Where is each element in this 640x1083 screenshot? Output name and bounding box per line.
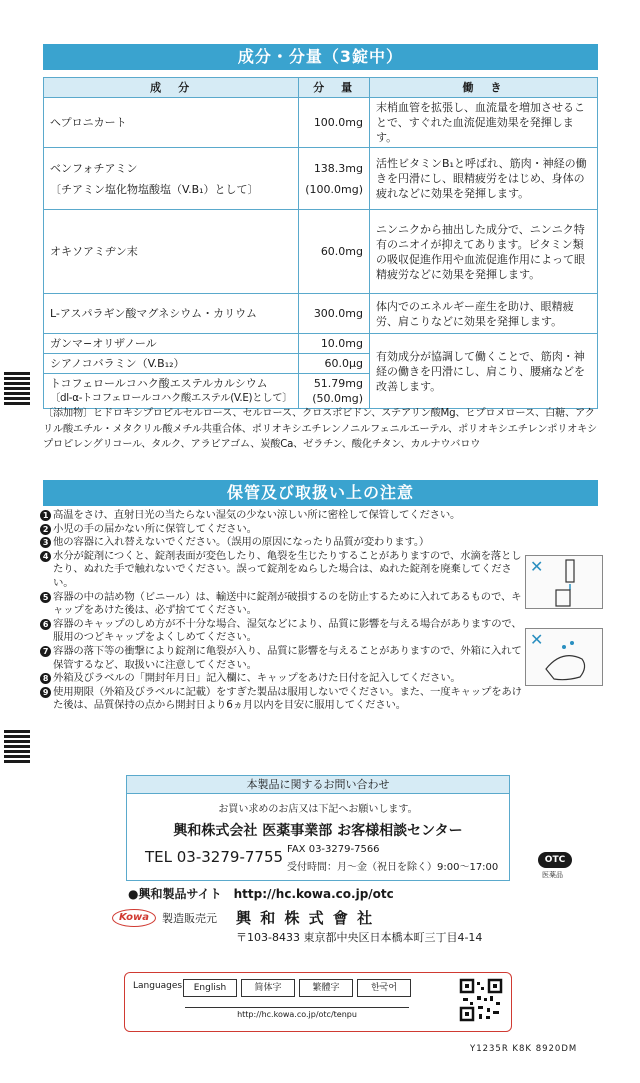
ingredient-effect: ニンニクから抽出した成分で、ニンニク特有のニオイが抑えてあります。ビタミン類の吸収促進作用や血流促進作用によって眼精疲労などに効果を発揮します。 [370, 210, 598, 294]
list-item [40, 618, 530, 645]
ingredient-name: シアノコバラミン（V.B₁₂） [44, 354, 299, 374]
item-number: 4 [40, 551, 51, 562]
list-item [40, 550, 530, 591]
ingredient-effect: 体内でのエネルギー産生を助け、眼精疲労、肩こりなどに効果を発揮します。 [370, 294, 598, 334]
ingredient-name: ベンフォチアミン [50, 161, 138, 175]
language-option-traditional-chinese[interactable]: 繁體字 [299, 979, 353, 997]
contact-header: 本製品に関するお問い合わせ [127, 776, 509, 794]
language-option-simplified-chinese[interactable]: 简体字 [241, 979, 295, 997]
ingredient-name-note: 〔dl-α-トコフェロールコハク酸エステル(V.E)として〕 [50, 392, 293, 404]
list-item [40, 523, 530, 537]
ingredient-amount: 138.3mg [313, 161, 364, 175]
ingredients-table [43, 77, 598, 409]
table-row [44, 210, 598, 294]
cross-icon: ✕ [530, 557, 544, 576]
col-header-effect: 働 き [370, 78, 598, 98]
table-row [44, 294, 598, 334]
group-effect: 有効成分が協調して働くことで、筋肉・神経の働きを円滑にし、肩こり、腰痛などを改善します。 [370, 334, 598, 409]
item-number: 9 [40, 687, 51, 698]
barcode-mark [4, 730, 30, 765]
wet-tablet-warning-illustration [525, 555, 603, 609]
table-row [44, 334, 598, 354]
col-header-ingredient: 成 分 [44, 78, 299, 98]
item-text: 容器のキャップのしめ方が不十分な場合、湿気などにより、品質に影響を与える場合がありますので、服用のつどキャップをよくしめてください。 [53, 617, 522, 644]
item-text: 使用期限（外箱及びラベルに記載）をすぎた製品は服用しないでください。また、一度キャップをあけた後は、品質保持の点から開封日より6ヵ月以内を目安に服用してください。 [53, 685, 522, 712]
list-item [40, 645, 530, 672]
item-text: 容器の中の詰め物（ビニール）は、輸送中に錠剤が破損するのを防止するために入れてあるもので、キャップをあけた後は、必ず捨ててください。 [53, 590, 522, 617]
item-number: 7 [40, 646, 51, 657]
languages-label: Languages [133, 981, 183, 991]
ingredient-name: オキソアミヂン末 [50, 245, 138, 258]
item-number: 3 [40, 537, 51, 548]
col-header-amount: 分 量 [299, 78, 370, 98]
item-number: 1 [40, 510, 51, 521]
ingredient-amount: 300.0mg [313, 307, 364, 320]
maker-name: 興 和 株 式 會 社 [236, 909, 375, 927]
item-number: 2 [40, 524, 51, 535]
ingredient-name: ヘプロニカート [50, 116, 127, 129]
maker-role: 製造販売元 [162, 912, 217, 925]
hand-icon [526, 629, 602, 685]
ingredient-amount: 10.0mg [299, 334, 370, 354]
ingredient-effect: 活性ビタミンB₁と呼ばれ、筋肉・神経の働きを円滑にし、眼精疲労をはじめ、身体の疲れなどに効果を発揮します。 [370, 148, 598, 210]
contact-box [126, 775, 510, 881]
ingredient-amount: 100.0mg [313, 116, 364, 129]
maker-address: 〒103-8433 東京都中央区日本橋本町三丁目4-14 [236, 931, 483, 944]
ingredient-name: L-アスパラギン酸マグネシウム・カリウム [50, 307, 258, 320]
list-item [40, 509, 530, 523]
ingredient-amount: 51.79mg [313, 377, 364, 390]
item-text: 水分が錠剤につくと、錠剤表面が変色したり、亀裂を生じたりすることがありますので、水滴を落としたり、ぬれた手で触れないでください。誤って錠剤をぬらした場合は、ぬれた錠剤を廃棄してください。 [53, 549, 522, 589]
faucet-icon [526, 556, 602, 608]
ingredient-amount: 60.0μg [299, 354, 370, 374]
list-item [40, 591, 530, 618]
ingredient-name: トコフェロールコハク酸エステルカルシウム [50, 377, 268, 390]
qr-code-icon[interactable] [459, 978, 503, 1022]
contact-company: 興和株式会社 医薬事業部 お客様相談センター [173, 823, 463, 839]
list-item [40, 672, 530, 686]
ingredient-name: ガンマ−オリザノール [44, 334, 299, 354]
item-text: 小児の手の届かない所に保管してください。 [53, 522, 257, 535]
item-number: 5 [40, 592, 51, 603]
cross-icon: ✕ [530, 630, 544, 649]
otc-badge [534, 852, 578, 882]
language-option-korean[interactable]: 한국어 [357, 979, 411, 997]
contact-fax: FAX 03-3279-7566 [287, 844, 380, 855]
item-number: 8 [40, 673, 51, 684]
barcode-mark [4, 372, 30, 407]
product-site-link[interactable]: ●興和製品サイト http://hc.kowa.co.jp/otc [128, 887, 394, 901]
ingredient-amount: 60.0mg [320, 245, 364, 258]
language-option-english[interactable]: English [183, 979, 237, 997]
item-text: 高温をさけ、直射日光の当たらない湿気の少ない涼しい所に密栓して保管してください。 [53, 509, 461, 521]
contact-intro: お買い求めのお店又は下記へお願いします。 [218, 804, 418, 815]
ingredient-amount-note: (100.0mg) [305, 182, 364, 196]
otc-badge-label: OTC [538, 852, 572, 868]
languages-url[interactable]: http://hc.kowa.co.jp/otc/tenpu [185, 1007, 409, 1019]
wet-hands-warning-illustration [525, 628, 603, 686]
storage-section-title: 保管及び取扱い上の注意 [43, 480, 598, 506]
list-item [40, 686, 530, 713]
item-text: 他の容器に入れ替えないでください。（誤用の原因になったり品質が変わります。） [53, 536, 430, 549]
kowa-logo: Kowa [112, 909, 156, 927]
item-text: 外箱及びラベルの「開封年月日」記入欄に、キャップをあけた日付を記入してください。 [53, 672, 461, 685]
ingredient-name-note: 〔チアミン塩化物塩酸塩（V.B₁）として〕 [50, 182, 259, 196]
languages-box [124, 972, 512, 1032]
item-number: 6 [40, 619, 51, 630]
table-row [44, 148, 598, 210]
additives-text: 〔添加物〕ヒドロキシプロピルセルロース、セルロース、クロスポビドン、ステアリン酸Mg、ヒプロメロース、白糖、アクリル酸エチル・メタクリル酸メチル共重合体、ポリオキシエチレンノニルフェニルエーテル、ポリオキシエチレンポリオキシプロピレングリコール、タルク、アラビアゴム、炭酸Ca、ゼラチン、酸化チタン、カルナウバロウ [43, 408, 597, 450]
otc-badge-sub: 医薬品 [542, 871, 563, 879]
contact-tel: TEL 03-3279-7755 [145, 848, 284, 866]
precaution-list [40, 509, 530, 713]
list-item [40, 536, 530, 550]
item-text: 容器の落下等の衝撃により錠剤に亀裂が入り、品質に影響を与えることがありますので、外箱に入れて保管するなど、取扱いに注意してください。 [53, 644, 522, 671]
product-code: Y1235R K8K 8920DM [470, 1044, 578, 1054]
ingredient-amount-note: (50.0mg) [312, 392, 364, 405]
ingredient-effect: 末梢血管を拡張し、血流量を増加させることで、すぐれた血流促進効果を発揮します。 [370, 98, 598, 148]
table-row [44, 98, 598, 148]
contact-hours: 受付時間：月〜金（祝日を除く）9:00〜17:00 [287, 862, 499, 873]
ingredients-section-title: 成分・分量（3錠中） [43, 44, 598, 70]
